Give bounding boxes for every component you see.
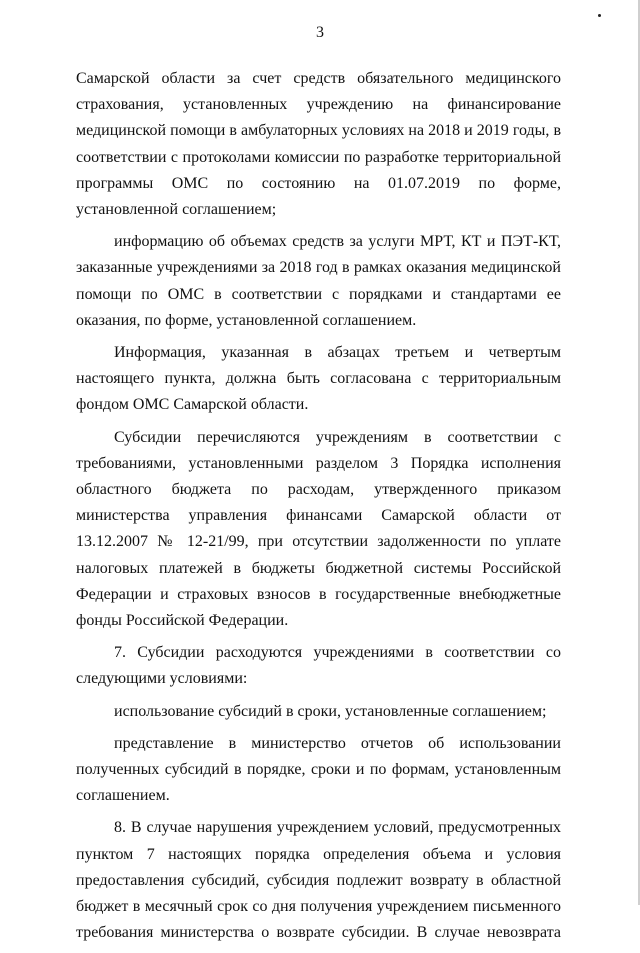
- document-body: [76, 66, 561, 953]
- paragraph-7: представление в министерство отчетов об использовании полученных субсидий в порядке, сроки и по формам, установленным соглашением.: [76, 734, 561, 805]
- page-number: 3: [316, 24, 324, 41]
- paragraph-6: использование субсидий в сроки, установленные соглашением;: [114, 702, 547, 720]
- paragraph-5: 7. Субсидии расходуются учреждениями в соответствии со следующими условиями:: [76, 644, 561, 688]
- paragraph-4: Субсидии перечисляются учреждениям в соответствии с требованиями, установленными разделом 3 Порядка исполнения областного бюджета по расходам, утвержденного приказом министерства управления финансами Самарской области от 13.12.2007 № 12-21/99, при отсутствии задолженности по уплате налоговых платежей в бюджеты бюджетной системы Российской Федерации и страховых взносов в государственные внебюджетные фонды Российской Федерации.: [76, 428, 561, 630]
- paragraph-3: Информация, указанная в абзацах третьем и четвертым настоящего пункта, должна быть согласована с территориальным фондом ОМС Самарской области.: [76, 344, 561, 414]
- scan-speck: [598, 14, 601, 17]
- paragraph-8: 8. В случае нарушения учреждением условий, предусмотренных пунктом 7 настоящих порядка определения объема и условия предоставления субсидий, субсидия подлежит возврату в областной бюджет в месячный срок со дня получения учреждением письменного требования министерства о возврате субсидии. В случае невозврата: [76, 819, 561, 942]
- paragraph-1: Самарской области за счет средств обязательного медицинского страхования, установленных учреждению на финансирование медицинской помощи в амбулаторных условиях на 2018 и 2019 годы, в соответствии с протоколами комиссии по разработке территориальной программы ОМС по состоянию на 01.07.2019 по форме, установленной соглашением;: [76, 70, 561, 219]
- paragraph-2: информацию об объемах средств за услуги МРТ, КТ и ПЭТ-КТ, заказанные учреждениями за 2018 год в рамках оказания медицинской помощи по ОМС в соответствии с порядками и стандартами ее оказания, по форме, установленной соглашением.: [76, 233, 561, 329]
